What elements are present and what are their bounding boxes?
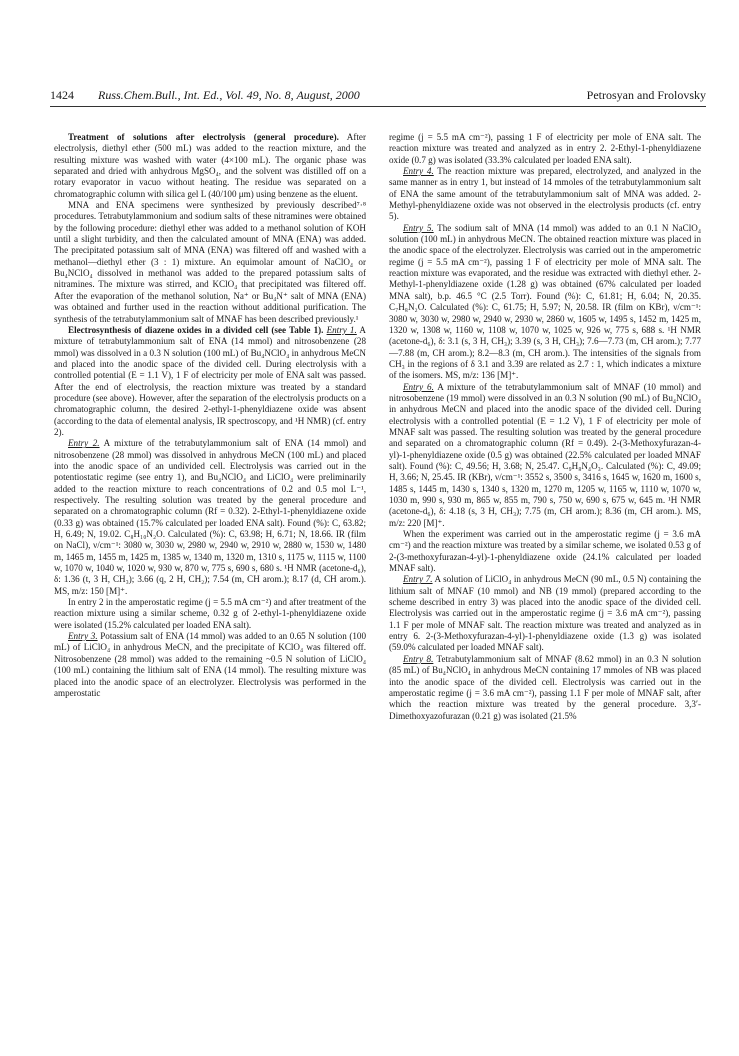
section-heading: Treatment of solutions after electrolysis (general procedure). — [68, 132, 339, 142]
journal-citation: Russ.Chem.Bull., Int. Ed., Vol. 49, No. 8, August, 2000 — [98, 88, 360, 102]
entry-label: Entry 2. — [68, 438, 100, 449]
paragraph: regime (j = 5.5 mA cm⁻²), passing 1 F of electricity per mole of ENA salt. The reaction mixture was treated and analyzed as in entry 2. 2-Ethyl-1-phenyldiazene oxide (0.7 g) was isolated (33.3% calculated per loaded ENA salt). — [389, 132, 701, 165]
paragraph-text: A mixture of the tetrabutylammonium salt of MNAF (10 mmol) and nitrosobenzene (19 mmol) were dissolved in an 0.3 N solution (90 mL) of Bu₄NClO₄ in anhydrous MeCN and placed into the anodic space of the divided cell. During electrolysis with a controlled potential (E = 1.2 V), 1 F of electricity per mole of MNAF salt was passed. The resulting solution was treated by the general procedure and separated on a chromatographic column (Rf = 0.49). 2-(3-Methoxyfurazan-4-yl)-1-phenyldiazene oxide (0.5 g) was obtained (22.5% calculated per loaded MNAF salt). Found (%): C, 49.56; H, 3.68; N, 25.47. C₉H₈N₄O₃. Calculated (%): C, 49.09; H, 3.66; N, 25.45. IR (KBr), ν/cm⁻¹: 3552 s, 3500 s, 3416 s, 1645 w, 1620 m, 1600 s, 1485 s, 1445 m, 1430 s, 1340 s, 1320 m, 1270 m, 1205 w, 1165 w, 1110 w, 1070 w, 1030 m, 990 s, 930 m, 865 w, 855 m, 790 s, 750 w, 690 s, 675 w, 645 m. ¹H NMR (acetone-d₆), δ: 4.18 (s, 3 H, CH₃); 7.75 (m, CH arom.); 8.36 (m, CH arom.). MS, m/z: 220 [M]⁺. — [389, 381, 701, 528]
right-column — [389, 132, 701, 1032]
paragraph — [389, 382, 701, 529]
paragraph — [54, 325, 366, 438]
entry-label: Entry 4. — [403, 166, 434, 177]
paragraph: In entry 2 in the amperostatic regime (j = 5.5 mA cm⁻²) and after treatment of the reaction mixture using a similar scheme, 0.32 g of 2-ethyl-1-phenyldiazene oxide were isolated (15.2% calculated per loaded ENA salt). — [54, 597, 366, 630]
paragraph-text: Tetrabutylammonium salt of MNAF (8.62 mmol) in an 0.3 N solution (85 mL) of Bu₄NClO₄ in anhydrous MeCN containing 17 mmoles of NB was placed into the anodic space of the divided cell. Electrolysis was carried out in the amperostatic regime (j = 3.6 mA cm⁻²), passing 1.1 F per mole of MNAF salt, after which the reaction mixture was treated by the general procedure. 3,3′-Dimethoxyazofurazan (0.21 g) was isolated (21.5% — [389, 653, 701, 721]
header-rule — [50, 106, 706, 107]
paragraph-text: The reaction mixture was prepared, electrolyzed, and analyzed in the same manner as in entry 1, but instead of 14 mmoles of the tetrabutylammonium salt of ENA the same amount of the tetrabutylammonium salt of MNA was added. 2-Methyl-phenyldiazene oxide was not observed in the electrolysis products (cf. entry 5). — [389, 166, 701, 222]
entry-label: Entry 8. — [403, 653, 434, 664]
paragraph-text: Potassium salt of ENA (14 mmol) was added to an 0.65 N solution (100 mL) of LiClO₄ in anhydrous MeCN, and the precipitate of KClO₄ was filtered off. Nitrosobenzene (28 mmol) was added to the remaining ~0.5 N solution of LiClO₄ (100 mL) containing the lithium salt of ENA (14 mmol). The resulting mixture was placed into the anodic space of an electrolyzer. Electrolysis was performed in the amperostatic — [54, 631, 366, 698]
paragraph-text: A solution of LiClO₄ in anhydrous MeCN (90 mL, 0.5 N) containing the lithium salt of MNAF (10 mmol) and NB (19 mmol) (prepared according to the scheme described in entry 3) was placed into the anodic space of the divided cell. Electrolysis was carried out in the amperostatic regime (j = 3.6 mA cm⁻²), passing 1.1 F per mole of MNAF salt. The reaction mixture was treated and analyzed as in entry 6. 2-(3-Methoxyfurazan-4-yl)-1-phenyldiazene oxide (1.3 g) was isolated (59.0% calculated per loaded MNAF salt). — [389, 574, 701, 653]
paragraph — [389, 223, 701, 382]
paragraph — [389, 166, 701, 223]
running-header — [50, 86, 706, 108]
left-column — [54, 132, 366, 1032]
entry-label: Entry 3. — [68, 631, 98, 642]
entry-label: Entry 6. — [403, 381, 434, 392]
entry-label: Entry 7. — [403, 574, 433, 585]
paragraph-text: A mixture of the tetrabutylammonium salt of ENA (14 mmol) and nitrosobenzene (28 mmol) was dissolved in anhydrous MeCN (100 mL) and placed into the anodic space of an undivided cell. Electrolysis was carried out in the potentiostatic regime (see entry 1), and Bu₄NClO₄ and LiClO₄ were preliminarily added to the reaction mixture to reach concentrations of 0.2 and 0.5 mol L⁻¹, respectively. The resulting solution was treated by the general procedure and separated on a chromatographic column (Rf = 0.32). 2-Ethyl-1-phenyldiazene oxide (0.33 g) was obtained (15.7% calculated per loaded ENA salt). Found (%): C, 63.82; H, 6.49; N, 19.02. C₈H₁₀N₂O. Calculated (%): C, 63.98; H, 6.71; N, 18.66. IR (film on NaCl), ν/cm⁻¹: 3080 w, 3030 w, 2980 w, 2940 w, 2910 w, 2880 w, 1530 w, 1480 m, 1465 m, 1455 m, 1425 m, 1385 w, 1340 m, 1320 m, 1310 s, 1175 w, 1115 w, 1100 w, 1070 w, 1040 w, 1020 w, 930 w, 870 w, 775 s, 690 s, 680 s. ¹H NMR (acetone-d₆), δ: 1.36 (t, 3 H, CH₃); 3.66 (q, 2 H, CH₂); 7.54 (m, CH arom.); 8.17 (d, CH arom.). MS, m/z: 150 [M]⁺. — [54, 438, 366, 596]
entry-label: Entry 5. — [403, 222, 434, 233]
page-number: 1424 — [50, 88, 74, 102]
paragraph — [389, 654, 701, 722]
header-authors: Petrosyan and Frolovsky — [586, 88, 706, 102]
paragraph-text: The sodium salt of MNA (14 mmol) was added to an 0.1 N NaClO₄ solution (100 mL) in anhydrous MeCN. The obtained reaction mixture was placed in the anodic space of the electrolyzer. Electrolysis was carried out in the amperometric regime (j = 5.5 mA cm⁻²), passing 1 F of electricity per mole of MNA salt. The reaction mixture was evaporated, and the residue was extracted with diethyl ether. 2-Methyl-1-phenyldiazene oxide (1.28 g) was obtained (67% calculated per loaded MNA salt), b.p. 46.5 °C (2.5 Torr). Found (%): C, 61.81; H, 6.04; N, 20.35. C₇H₈N₂O. Calculated (%): C, 61.75; H, 5.97; N, 20.58. IR (film on KBr), ν/cm⁻¹: 3080 w, 3030 w, 2980 w, 2940 w, 2930 w, 2860 w, 1605 w, 1495 s, 1452 m, 1425 m, 1320 w, 1308 w, 1160 w, 1108 w, 1070 w, 1025 w, 926 w, 775 s, 688 s. ¹H NMR (acetone-d₆), δ: 3.1 (s, 3 H, CH₃); 3.39 (s, 3 H, CH₃); 7.6—7.73 (m, CH arom.); 7.77—7.88 (m, CH arom.); 8.2—8.3 (m, CH arom.). The intensities of the signals from CH₃ in the regions of δ 3.1 and 3.39 are related as 2.7 : 1, which indicates a mixture of the isomers. MS, m/z: 136 [M]⁺. — [389, 222, 701, 381]
section-heading: Electrosynthesis of diazene oxides in a divided cell (see Table 1). — [68, 324, 324, 335]
paragraph — [54, 438, 366, 597]
paragraph-text: After electrolysis, diethyl ether (500 mL) was added to the reaction mixture, and the resulting mixture was washed with water (4×100 mL). The organic phase was separated and dried with anhydrous MgSO₄, and the solvent was distilled off on a rotary evaporator in vacuo without heating. The residue was separated on a chromatographic column with silica gel L (40/100 μm) using benzene as the eluent. — [54, 132, 366, 199]
entry-label: Entry 1. — [326, 324, 357, 335]
paragraph: MNA and ENA specimens were synthesized by previously described⁷·⁸ procedures. Tetrabutylammonium and sodium salts of these nitramines were obtained by the following procedure: diethyl ether was added to a methanol solution of KOH until a slight turbidity, and then the calculated amount of MNA (ENA) was added. The precipitated potassium salt of MNA (ENA) was filtered off and washed with a methanol—diethyl ether (3 : 1) mixture. An equimolar amount of NaClO₄ or Bu₄NClO₄ dissolved in methanol was added to the prepared potassium salts of nitramines. The mixture was stirred, and KClO₄ that precipitated was filtered off. After the evaporation of the methanol solution, Na⁺ or Bu₄N⁺ salt of MNA (ENA) was obtained and further used in the reaction without additional purification. The synthesis of the tetrabutylammonium salt of MNAF has been described previously.¹ — [54, 200, 366, 324]
paragraph: When the experiment was carried out in the amperostatic regime (j = 3.6 mA cm⁻²) and the reaction mixture was treated by a similar scheme, we isolated 0.53 g of 2-(3-methoxyfurazan-4-yl)-1-phenyldiazene oxide (24.1% calculated per loaded MNAF salt). — [389, 529, 701, 574]
paragraph — [54, 631, 366, 699]
paragraph — [54, 132, 366, 200]
paragraph-text: A mixture of tetrabutylammonium salt of ENA (14 mmol) and nitrosobenzene (28 mmol) was dissolved in a 0.3 N solution (100 mL) of Bu₄NClO₄ in anhydrous MeCN and placed into the anodic space of the divided cell. During electrolysis with a controlled potential (E = 1.1 V), 1 F of electricity per mole of ENA salt was passed. After the end of electrolysis, the reaction mixture was treated by a standard procedure (see above). However, after the separation of the electrolysis products on a chromatographic column, the desired 2-ethyl-1-phenyldiazene oxide was absent (according to the data of elemental analysis, IR spectroscopy, and ¹H NMR) (cf. entry 2). — [54, 324, 366, 437]
paragraph — [389, 574, 701, 653]
